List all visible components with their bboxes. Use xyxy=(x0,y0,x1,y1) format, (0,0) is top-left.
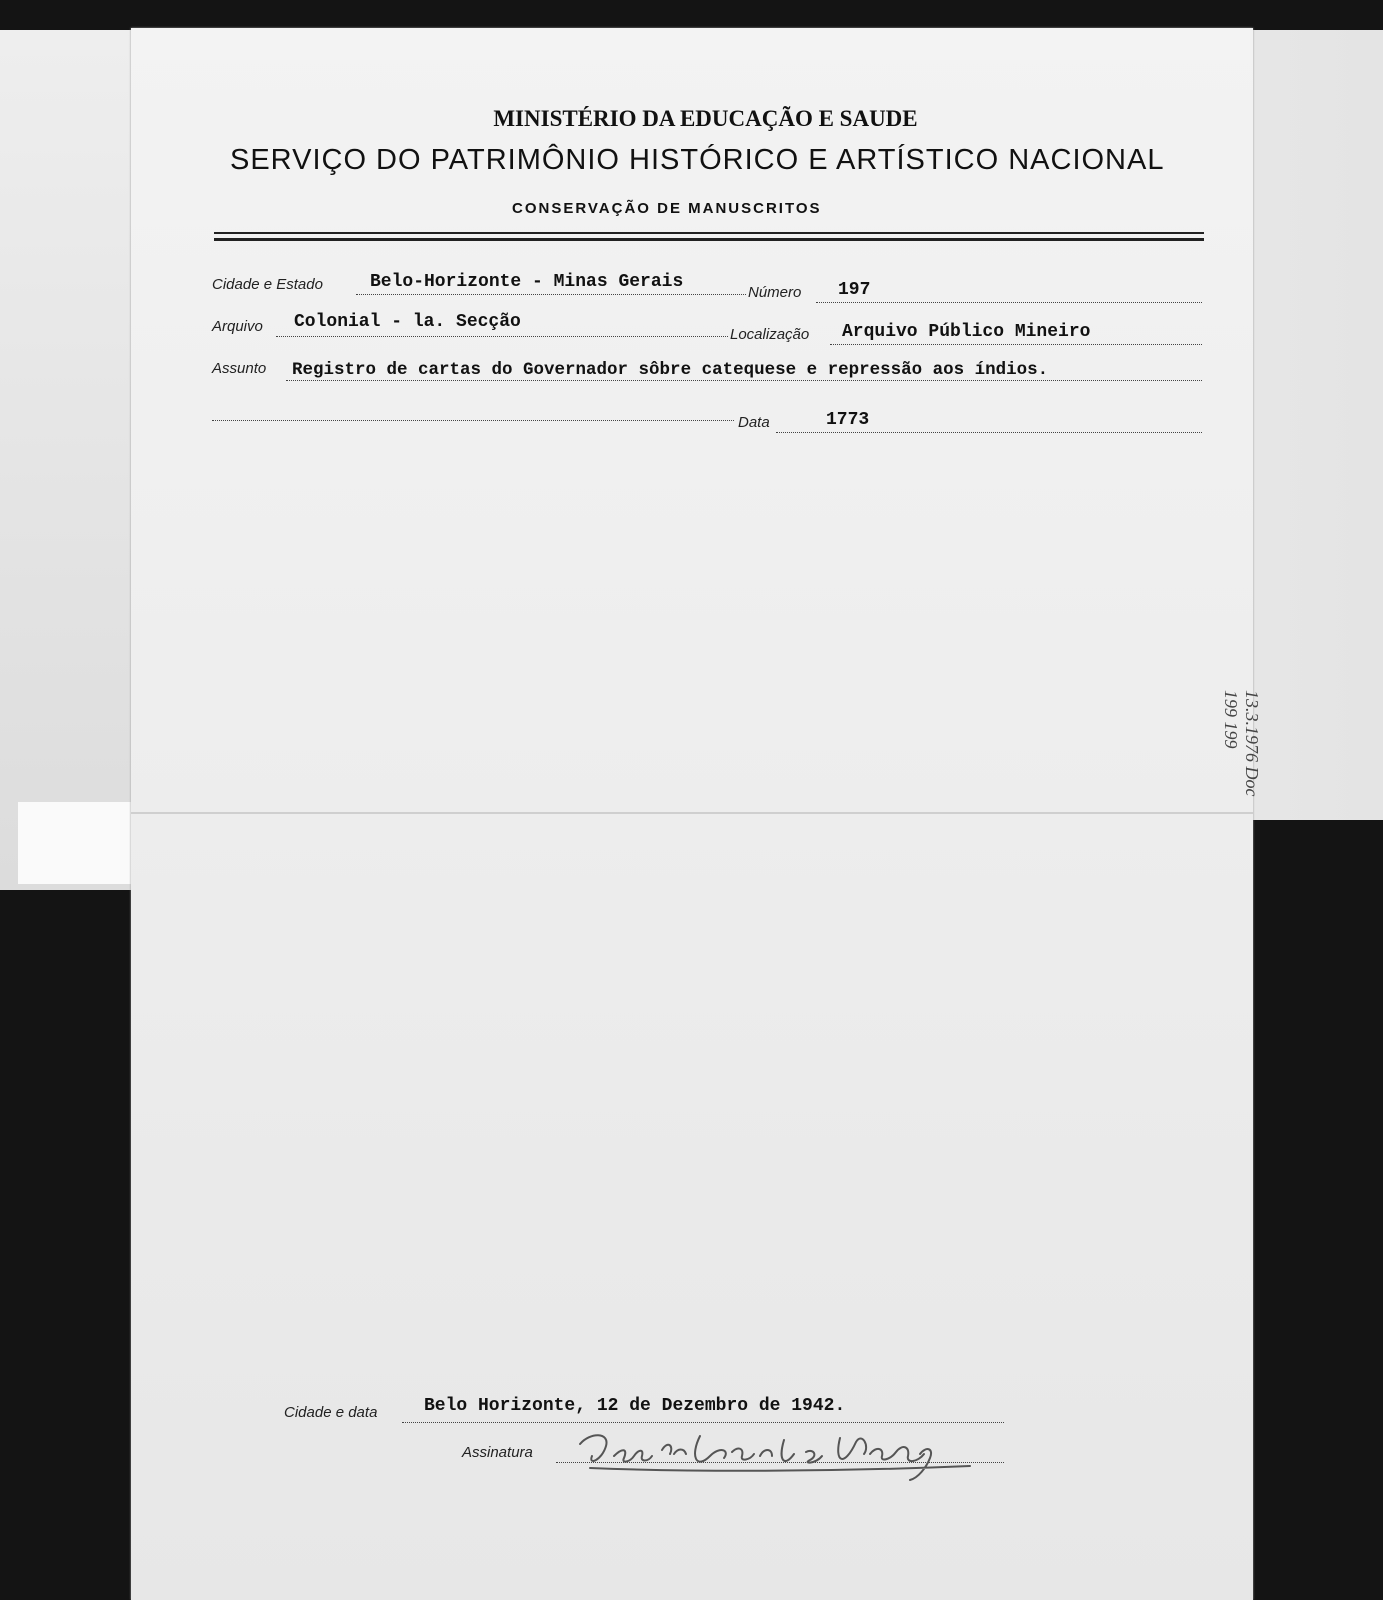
numero-label: Número xyxy=(748,284,802,301)
margin-annotation: 13.3.1976 Doc 199 199 xyxy=(1221,690,1262,797)
data-label: Data xyxy=(738,414,770,431)
cidade-data-line xyxy=(402,1422,1004,1423)
localizacao-value: Arquivo Público Mineiro xyxy=(842,322,1091,342)
numero-value: 197 xyxy=(838,280,871,300)
cidade-estado-label: Cidade e Estado xyxy=(212,276,323,293)
form-sheet xyxy=(131,28,1253,1600)
arquivo-label: Arquivo xyxy=(212,318,263,335)
numero-line xyxy=(816,302,1202,303)
data-line xyxy=(776,432,1202,433)
localizacao-label: Localização xyxy=(730,326,810,343)
paper-strip xyxy=(18,802,138,884)
cidade-data-label: Cidade e data xyxy=(284,1404,378,1421)
cidade-data-value: Belo Horizonte, 12 de Dezembro de 1942. xyxy=(424,1396,846,1416)
assunto-label: Assunto xyxy=(212,360,267,377)
cidade-estado-line xyxy=(356,294,746,295)
data-value: 1773 xyxy=(826,410,870,430)
header-rule-bottom xyxy=(214,238,1204,241)
ministry-heading: MINISTÉRIO DA EDUCAÇÃO E SAUDE xyxy=(493,106,918,131)
assunto-continuation-line xyxy=(212,420,734,421)
assunto-line xyxy=(286,380,1202,381)
assinatura-label: Assinatura xyxy=(462,1444,533,1461)
assunto-value: Registro de cartas do Governador sôbre catequese e repressão aos índios. xyxy=(292,360,1049,380)
sheet-fold-line xyxy=(131,812,1253,814)
arquivo-line xyxy=(276,336,728,337)
service-heading: SERVIÇO DO PATRIMÔNIO HISTÓRICO E ARTÍSTICO NACIONAL xyxy=(230,144,1165,176)
localizacao-line xyxy=(830,344,1202,345)
header-rule-top xyxy=(214,232,1204,234)
department-heading: CONSERVAÇÃO DE MANUSCRITOS xyxy=(512,200,822,217)
arquivo-value: Colonial - la. Secção xyxy=(294,312,521,332)
cidade-estado-value: Belo-Horizonte - Minas Gerais xyxy=(370,272,684,292)
handwritten-signature xyxy=(570,1426,990,1482)
